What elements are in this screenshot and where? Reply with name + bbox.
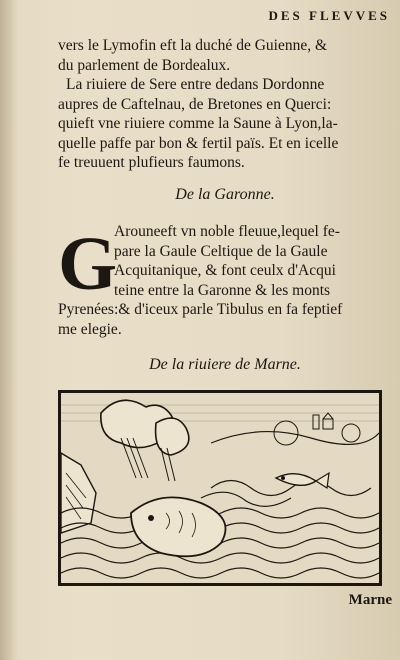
paragraph-dordonne xyxy=(58,36,392,173)
river-marne-woodcut xyxy=(61,393,379,583)
section-heading-marne: De la riuiere de Marne. xyxy=(149,356,301,373)
text-line: du parlement de Bordealux. xyxy=(58,56,231,74)
text-line: aupres de Caftelnau, de Bretones en Querci: xyxy=(58,95,332,113)
text-line: pare la Gaule Celtique de la Gaule xyxy=(114,242,328,260)
running-head: DES FLEVVES xyxy=(268,8,390,23)
text-line: quieft vne riuiere comme la Saune à Lyon,la- xyxy=(58,115,338,132)
text-line: quelle paffe par bon & fertil païs. Et en icelle xyxy=(58,134,339,152)
text-line: La riuiere de Sere entre dedans Dordonne xyxy=(66,76,325,93)
text-line: fe treuuent plufieurs faumons. xyxy=(58,154,245,171)
text-line: vers le Lymofin eft la duché de Guienne, & xyxy=(58,37,328,54)
text-line: Arouneeft vn noble fleuue,lequel fe- xyxy=(114,223,340,240)
text-line: me elegie. xyxy=(58,320,122,338)
paragraph-garonne xyxy=(58,222,392,339)
illustration-caption: Marne xyxy=(348,592,392,608)
text-line: Pyrenées:& d'iceux parle Tibulus en fa feptief xyxy=(58,301,343,318)
text-line: teine entre la Garonne & les monts xyxy=(114,281,331,299)
text-line: Acquitanique, & font ceulx d'Acqui xyxy=(114,262,336,279)
woodcut-illustration xyxy=(58,390,382,586)
drop-cap-letter: G xyxy=(58,222,118,306)
page-gutter-shadow xyxy=(0,0,18,660)
section-heading-garonne: De la Garonne. xyxy=(175,186,275,203)
